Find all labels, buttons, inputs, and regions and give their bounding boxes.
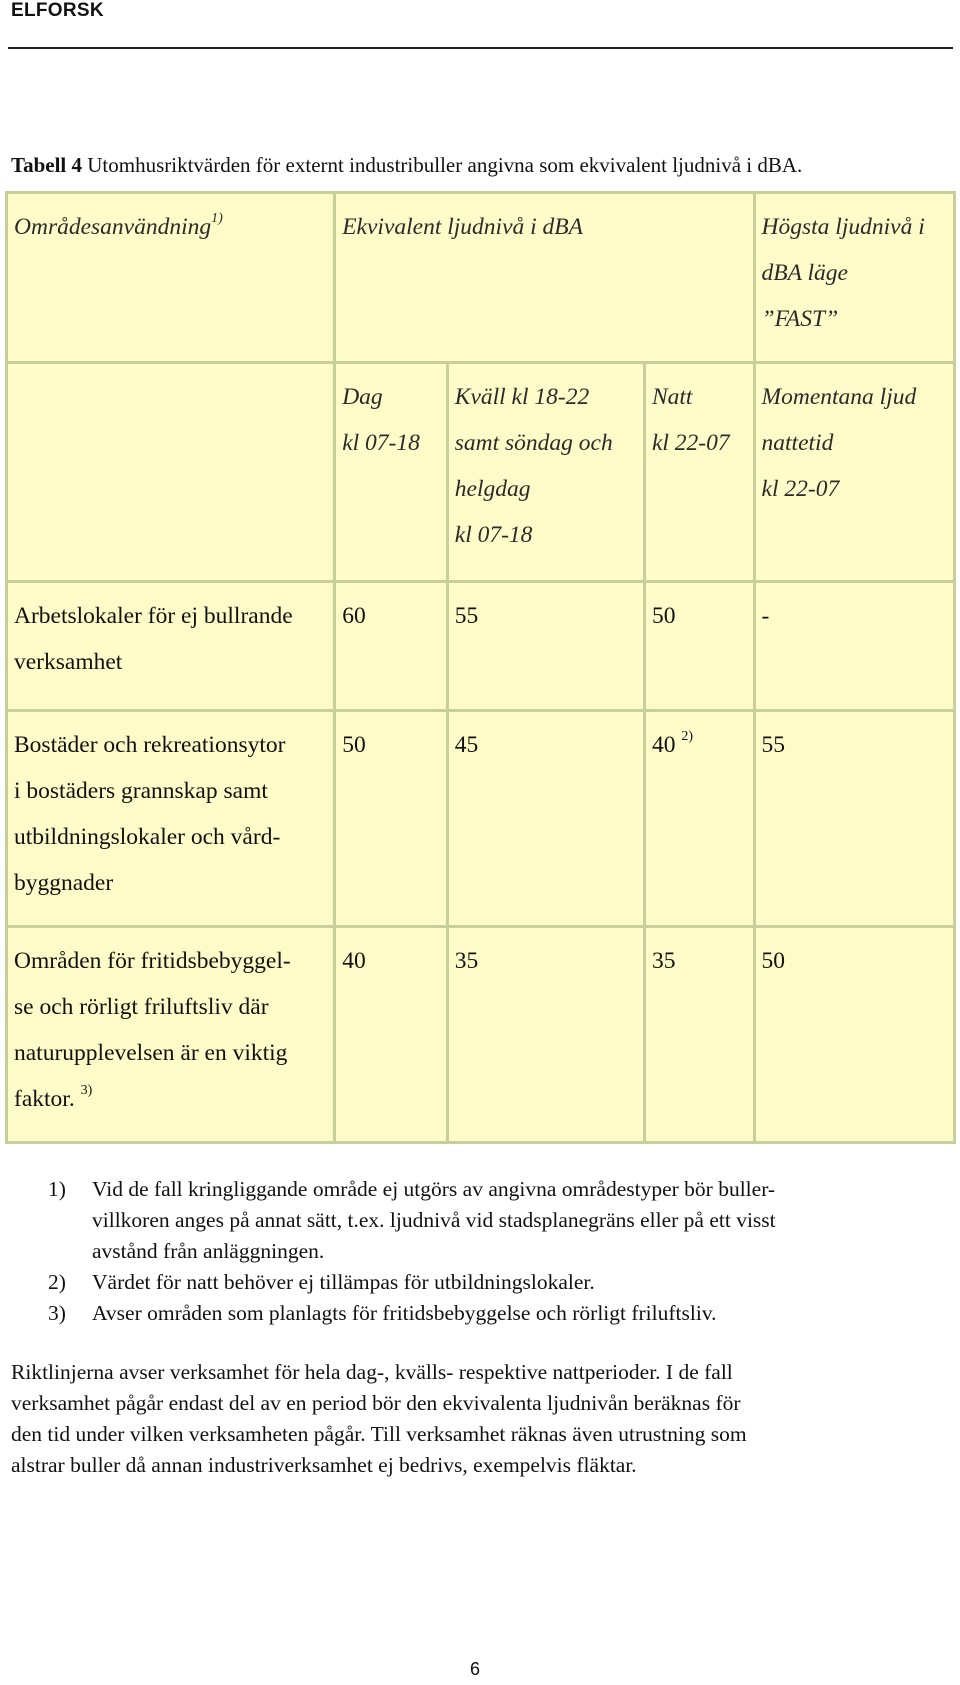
cell-night: 40 $^{2)}$ [644,711,754,927]
header-equivalent-level: Ekvivalent ljudnivå i dBA [335,193,754,363]
cell-day: 40 [335,927,448,1143]
cell-evening: 45 [447,711,644,927]
header-max-level: Högsta ljudnivå i dBA läge ”FAST” [754,193,954,363]
table-row [7,711,955,927]
subheader-empty-cell [7,363,335,582]
table-caption [11,153,802,178]
table-subheader-row [7,363,955,582]
body-paragraph: Riktlinjerna avser verksamhet för hela dag-, kvälls- respektive nattperioder. I de fall verksamhet pågår endast del av en period bör den ekvivalenta ljudnivån beräknas för den tid under vilken verksamheten pågår. Till verksamhet räknas även utrustning som alstrar buller då annan industriverksamhet ej bedrivs, exempelvis fläktar. [11,1360,747,1477]
cell-evening: 55 [447,582,644,711]
footnote-item: 3) Avser områden som planlagts för fritidsbebyggelse och rörligt friluftsliv. [48,1301,717,1325]
cell-evening: 35 [447,927,644,1143]
cell-day: 60 [335,582,448,711]
noise-guideline-table [5,191,956,1144]
cell-max: 50 [754,927,954,1143]
cell-night: 35 [644,927,754,1143]
table-row [7,582,955,711]
cell-night: 50 [644,582,754,711]
footnote-ref: 3) [80,1083,93,1098]
cell-day: 50 [335,711,448,927]
header-divider [8,47,953,49]
page-number: 6 [470,1659,481,1679]
table-row [7,927,955,1143]
subheader-momentary: Momentana ljud nattetid kl 22-07 [754,363,954,582]
row-area-label: Områden för fritidsbebyggel- se och rörligt friluftsliv där naturupplevelsen är en viktig faktor. $^{3)}$ [7,927,335,1143]
cell-max: 55 [754,711,954,927]
caption-text: Utomhusriktvärden för externt industribuller angivna som ekvivalent ljudnivå i dBA. [87,153,803,177]
footnote-item: 2) Värdet för natt behöver ej tillämpas för utbildningslokaler. [48,1270,595,1294]
header-area-use: Områdesanvändning$^{1)}$ [7,193,335,363]
cell-max: - [754,582,954,711]
subheader-night: Natt kl 22-07 [644,363,754,582]
footnote-item: 1) Vid de fall kringliggande område ej utgörs av angivna områdestyper bör buller- villkoren anges på annat sätt, t.ex. ljudnivå vid stadsplanegräns eller på ett visst avstånd från anläggningen. [48,1177,776,1263]
row-area-label: Arbetslokaler för ej bullrande verksamhet [7,582,335,711]
footnote-ref: 2) [681,729,693,744]
subheader-evening: Kväll kl 18-22 samt söndag och helgdag kl 07-18 [447,363,644,582]
header-brand: ELFORSK [11,0,104,21]
subheader-day: Dag kl 07-18 [335,363,448,582]
caption-label: Tabell 4 [11,153,82,177]
table-header-row [7,193,955,363]
row-area-label: Bostäder och rekreationsytor i bostäders grannskap samt utbildningslokaler och vård- byggnader [7,711,335,927]
footnotes-list [48,1174,953,1329]
